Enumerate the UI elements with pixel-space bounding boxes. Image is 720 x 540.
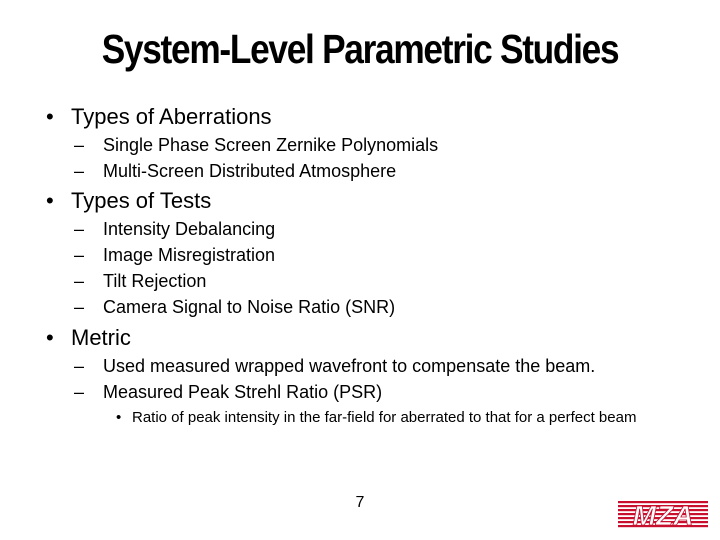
dash-icon: – [74, 356, 85, 376]
dash-icon: – [74, 245, 85, 265]
page-number: 7 [355, 494, 365, 511]
bullet-icon: • [46, 104, 54, 129]
sub-bullet-text: Multi-Screen Distributed Atmosphere [103, 161, 397, 181]
sub-bullet-text: Intensity Debalancing [103, 219, 276, 239]
sub-bullet-text: Image Misregistration [103, 245, 276, 265]
bullet-icon: • [116, 409, 122, 426]
bullet-text: Types of Tests [71, 188, 212, 213]
bullet-text: Metric [71, 325, 131, 350]
dash-icon: – [74, 161, 85, 181]
sub-bullet-text: Used measured wrapped wavefront to compensate the beam. [103, 356, 596, 376]
mza-logo-icon [618, 499, 708, 529]
dash-icon: – [74, 219, 85, 239]
sub-bullet-text: Single Phase Screen Zernike Polynomials [103, 135, 439, 155]
sub-bullet-text: Measured Peak Strehl Ratio (PSR) [103, 382, 383, 402]
dash-icon: – [74, 382, 85, 402]
sub-sub-bullet-text: Ratio of peak intensity in the far-field for aberrated to that for a perfect beam [132, 409, 637, 426]
sub-bullet-text: Camera Signal to Noise Ratio (SNR) [103, 297, 396, 317]
sub-bullet-text: Tilt Rejection [103, 271, 207, 291]
bullet-text: Types of Aberrations [71, 104, 272, 129]
dash-icon: – [74, 297, 85, 317]
dash-icon: – [74, 135, 85, 155]
bullet-icon: • [46, 325, 54, 350]
bullet-icon: • [46, 188, 54, 213]
slide-title: System-Level Parametric Studies [101, 26, 619, 72]
logo-text: MZA [632, 500, 694, 529]
mza-logo [618, 499, 708, 529]
dash-icon: – [74, 271, 85, 291]
